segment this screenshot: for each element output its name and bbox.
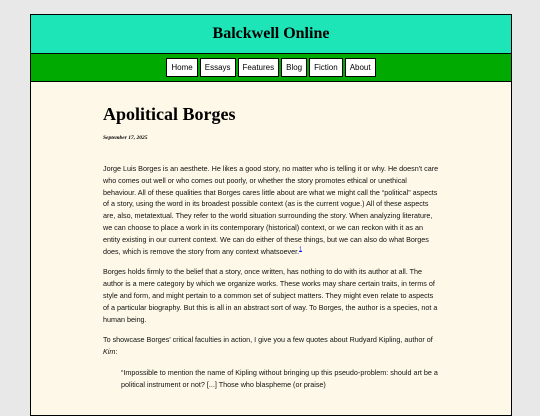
site-header	[31, 15, 511, 54]
nav-item-blog[interactable]: Blog	[281, 58, 307, 77]
paragraph-3-end: :	[115, 347, 118, 357]
footnote-link[interactable]: 1	[299, 246, 302, 253]
book-title-kim: Kim	[103, 347, 116, 357]
page-frame	[30, 14, 512, 416]
post-title: Apolitical Borges	[103, 104, 236, 124]
nav-item-fiction[interactable]: Fiction	[309, 58, 343, 77]
nav-item-features[interactable]: Features	[238, 58, 280, 77]
nav-item-about[interactable]: About	[345, 58, 376, 77]
paragraph-2: Borges holds firmly to the belief that a story, once written, has nothing to do with its author at all. The author is a mere category by which we organize works. These works may share certain traits, in terms of style and form, and might pertain to a common set of subject matters. They might even relate to aspects of a particular biography. But this is all in an abstract sort of way. To Borges, the author is a species, not a human being.	[103, 267, 438, 324]
article	[31, 104, 511, 391]
paragraph-3-text: To showcase Borges' critical faculties in action, I give you a few quotes about Rudyard Kipling, author of	[103, 335, 433, 345]
post-date: September 17, 2025	[103, 135, 148, 141]
kipling-quote: “Impossible to mention the name of Kipling without bringing up this pseudo-problem: should art be a political instrument or not? [...] Those who blaspheme (or praise)	[121, 367, 438, 389]
nav-item-home[interactable]: Home	[166, 58, 197, 77]
site-title[interactable]: Balckwell Online	[212, 25, 330, 42]
main-nav	[31, 54, 511, 82]
paragraph-3	[103, 334, 439, 358]
paragraph-1-text: Jorge Luis Borges is an aesthete. He likes a good story, no matter who is telling it or why. He doesn't care who comes out well or who comes out poorly, or whether the story promotes ethical or unethical behaviour. All of these qualities that Borges cares little about are what we might call the “political” aspects of a story, using the word in its broadest possible context (as is the current vogue.) All of these aspects are, also, metatextual. They refer to the world situation surrounding the story. When analyzing literature, we can choose to place a work in its contemporary (historical) context, or we can reckon with it as an entity existing in our current context. We can do either of these things, but we can also do what Borges does, which is remove the story from any context whatsoever.	[103, 164, 439, 256]
paragraph-1	[103, 163, 439, 257]
nav-item-essays[interactable]: Essays	[200, 58, 236, 77]
